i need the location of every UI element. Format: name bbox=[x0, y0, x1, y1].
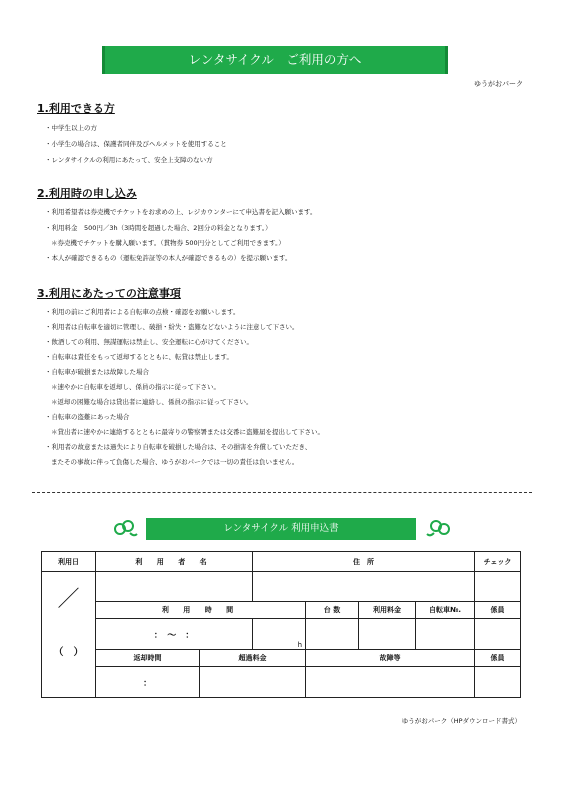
section-3-item: ・自転車は責任をもって返却するとともに、転貸は禁止します。 bbox=[45, 353, 233, 361]
section-3-item: ＊貸出者に速やかに連絡するとともに最寄りの警察署または交番に盗難届を提出して下さい。 bbox=[51, 428, 324, 436]
section-2-item: ・利用料金 500円／3h（3時間を超過した場合、2回分の料金となります。） bbox=[45, 224, 272, 232]
fault-field[interactable] bbox=[306, 667, 475, 698]
bike-number-field[interactable] bbox=[416, 619, 475, 650]
section-2-heading: 2.利用時の申し込み bbox=[37, 187, 137, 200]
banner-title-text: レンタサイクル ご利用の方へ bbox=[188, 52, 362, 67]
section-3-item: ＊返却の困難な場合は貸出者に連絡し、係員の指示に従って下さい。 bbox=[51, 398, 253, 406]
section-3-item: またその事故に伴って負傷した場合、ゆうがおパークでは一切の責任は負いません。 bbox=[51, 458, 299, 466]
section-1-item: ・中学生以上の方 bbox=[45, 124, 97, 132]
section-3-item: ・利用の前にご利用者による自転車の点検・確認をお願いします。 bbox=[45, 308, 240, 316]
staff-field[interactable] bbox=[475, 619, 521, 650]
hours-field[interactable] bbox=[253, 619, 306, 650]
return-entry-row bbox=[42, 667, 521, 698]
hour-unit: h bbox=[297, 641, 302, 649]
form-title: レンタサイクル 利用申込書 bbox=[146, 518, 416, 540]
section-3-item: ・飲酒しての利用、無謀運転は禁止し、安全運転に心がけてください。 bbox=[45, 338, 253, 346]
form-header-row bbox=[42, 552, 521, 572]
overtime-fee-field[interactable] bbox=[200, 667, 306, 698]
section-1-item: ・レンタサイクルの利用にあたって、安全上支障のない方 bbox=[45, 156, 213, 164]
address-field[interactable] bbox=[253, 572, 475, 602]
section-2-item: ＊券売機でチケットを購入願います。（貫物券 500円分としてご利用できます。） bbox=[51, 239, 285, 247]
clover-icon bbox=[426, 519, 452, 539]
check-field[interactable] bbox=[475, 572, 521, 602]
section-3-item: ・利用者は自転車を適切に管理し、破損・紛失・盗難などないように注意して下さい。 bbox=[45, 323, 299, 331]
date-cell[interactable] bbox=[42, 572, 96, 698]
time-entry-row bbox=[42, 619, 521, 650]
form-entry-row bbox=[42, 572, 521, 602]
return-time-header: 返却時間 bbox=[96, 650, 200, 667]
staff-header: 係員 bbox=[475, 602, 521, 619]
section-2-item: ・利用希望者は券売機でチケットをお求めの上、レジカウンターにて申込書を記入願います。 bbox=[45, 208, 317, 216]
weekday-parens: （ ） bbox=[53, 647, 84, 658]
section-3-heading: 3.利用にあたっての注意事項 bbox=[37, 287, 181, 300]
use-time-header: 利 用 時 間 bbox=[96, 602, 306, 619]
fee-field[interactable] bbox=[359, 619, 416, 650]
date-header: 利用日 bbox=[42, 552, 96, 572]
section-2-item: ・本人が確認できるもの（運転免許証等の本人が確認できるもの）を提示願います。 bbox=[45, 254, 292, 262]
check-header: チェック bbox=[475, 552, 521, 572]
section-3-item: ・自転車が破損または故障した場合 bbox=[45, 368, 149, 376]
return-staff-field[interactable] bbox=[475, 667, 521, 698]
use-time-field[interactable]: ： 〜 ： bbox=[96, 619, 253, 650]
return-staff-header: 係員 bbox=[475, 650, 521, 667]
organization-name: ゆうがおパーク bbox=[474, 80, 523, 88]
name-field[interactable] bbox=[96, 572, 253, 602]
application-form-table bbox=[41, 551, 521, 698]
fee-header: 利用料金 bbox=[359, 602, 416, 619]
section-1-item: ・小学生の場合は、保護者同伴及びヘルメットを使用すること bbox=[45, 140, 227, 148]
fault-header: 故障等 bbox=[306, 650, 475, 667]
section-3-item: ・自転車の盗難にあった場合 bbox=[45, 413, 130, 421]
time-header-row bbox=[42, 602, 521, 619]
section-1-heading: 1.利用できる方 bbox=[37, 102, 115, 115]
clover-icon bbox=[112, 519, 138, 539]
overtime-fee-header: 超過料金 bbox=[200, 650, 306, 667]
return-header-row bbox=[42, 650, 521, 667]
bike-number-header: 自転車№. bbox=[416, 602, 475, 619]
count-field[interactable] bbox=[306, 619, 359, 650]
count-header: 台 数 bbox=[306, 602, 359, 619]
cut-line-divider bbox=[32, 492, 532, 493]
section-3-item: ＊速やかに自転車を返却し、係員の指示に従って下さい。 bbox=[51, 383, 220, 391]
address-header: 住 所 bbox=[253, 552, 475, 572]
footer-note: ゆうがおパーク（HPダウンロード書式） bbox=[401, 717, 521, 725]
date-slash: ／ bbox=[57, 587, 80, 612]
name-header: 利 用 者 名 bbox=[96, 552, 253, 572]
banner-title bbox=[102, 46, 448, 74]
return-time-field[interactable]: ： bbox=[96, 667, 200, 698]
section-3-item: ・利用者の故意または過失により自転車を破損した場合は、その損害を弁償していただき、 bbox=[45, 443, 312, 451]
